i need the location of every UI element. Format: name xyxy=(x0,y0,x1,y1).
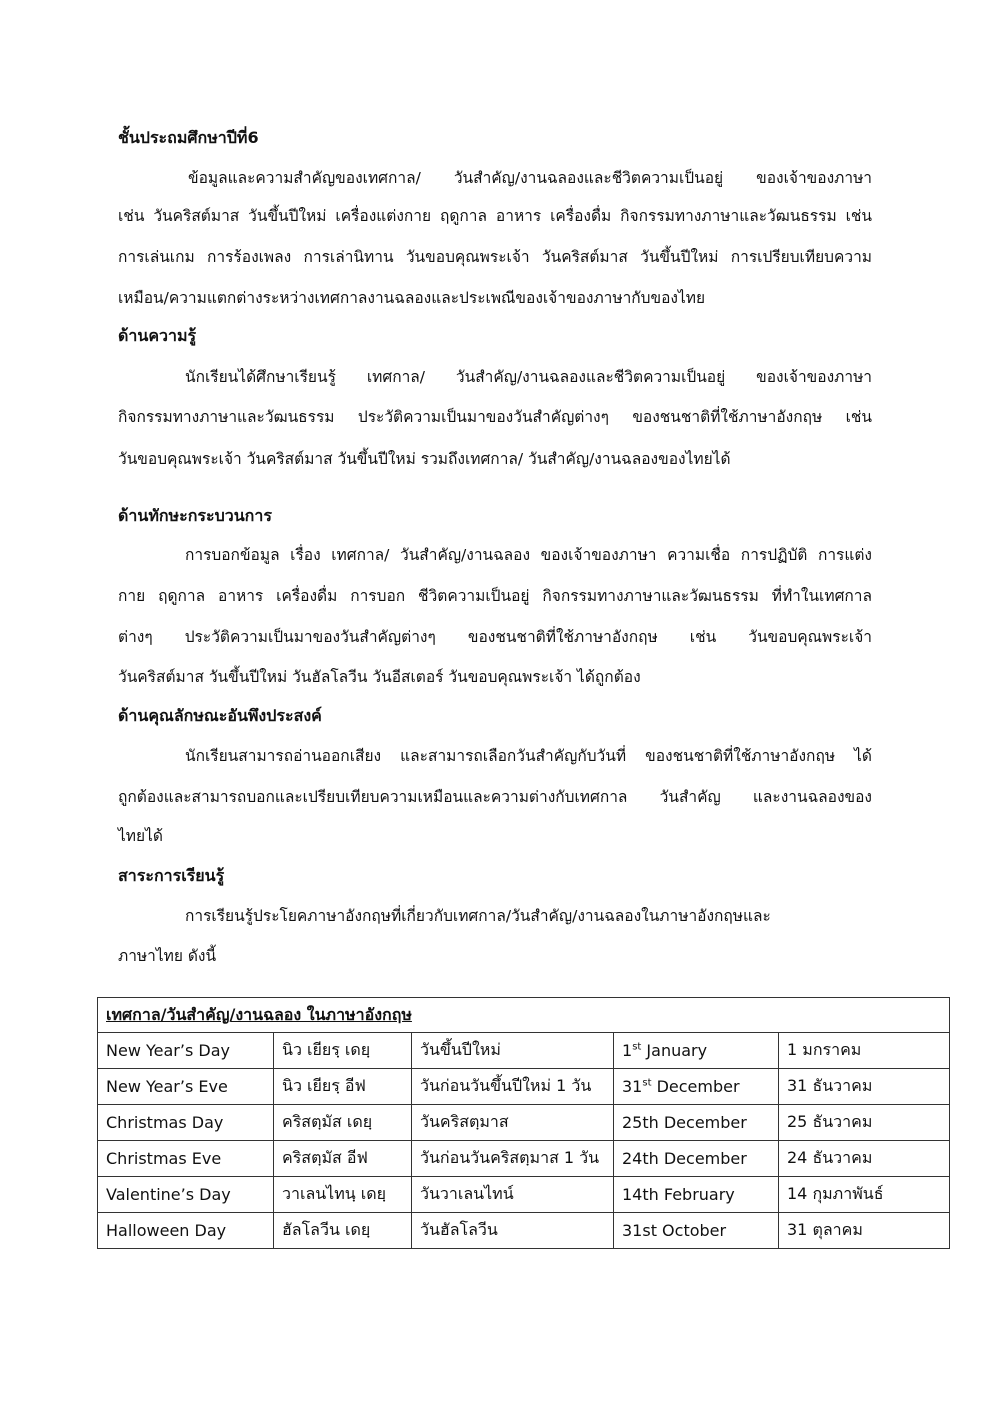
thai-name-cell: วันวาเลนไทน์ xyxy=(412,1177,614,1213)
content-line-2: ภาษาไทย ดังนี้ xyxy=(118,947,217,965)
thai-date-cell: 14 กุมภาพันธ์ xyxy=(779,1177,950,1213)
date-ordinal-suffix: st xyxy=(632,1041,642,1053)
pronunciation-cell: วาเลนไทนฺ เดยฺ xyxy=(274,1177,412,1213)
content-heading: สาระการเรียนรู้ xyxy=(118,866,225,885)
table-row xyxy=(98,1213,950,1249)
intro-line-4: เหมือน/ความแตกต่างระหว่างเทศกาลงานฉลองและประเพณีของเจ้าของภาษากับของไทย xyxy=(118,289,706,307)
date-month: December xyxy=(651,1077,740,1096)
english-date-cell xyxy=(614,1069,779,1105)
attributes-line-3: ไทยได้ xyxy=(118,827,163,845)
holiday-table xyxy=(97,997,950,1249)
knowledge-line-1: นักเรียนได้ศึกษาเรียนรู้ เทศกาล/ วันสำคัญ/งานฉลองและชีวิตความเป็นอยู่ ของเจ้าของภาษา xyxy=(185,368,872,386)
thai-date-cell: 1 มกราคม xyxy=(779,1033,950,1069)
skills-heading: ด้านทักษะกระบวนการ xyxy=(118,506,272,525)
intro-line-3: การเล่นเกม การร้องเพลง การเล่านิทาน วันขอบคุณพระเจ้า วันคริสต์มาส วันขึ้นปีใหม่ การเปรียบเทียบความ xyxy=(118,248,872,266)
pronunciation-cell: คริสตฺมัส เดยฺ xyxy=(274,1105,412,1141)
english-name-cell: Halloween Day xyxy=(98,1213,274,1249)
thai-date-cell: 31 ธันวาคม xyxy=(779,1069,950,1105)
english-date-cell: 25th December xyxy=(614,1105,779,1141)
knowledge-line-3: วันขอบคุณพระเจ้า วันคริสต์มาส วันขึ้นปีใหม่ รวมถึงเทศกาล/ วันสำคัญ/งานฉลองของไทยได้ xyxy=(118,450,731,468)
english-date-cell: 31st October xyxy=(614,1213,779,1249)
date-number: 31 xyxy=(622,1077,643,1096)
knowledge-line-2: กิจกรรมทางภาษาและวัฒนธรรม ประวัติความเป็นมาของวันสำคัญต่างๆ ของชนชาติที่ใช้ภาษาอังกฤษ เช่น xyxy=(118,408,872,426)
date-month: January xyxy=(641,1041,708,1060)
thai-name-cell: วันขึ้นปีใหม่ xyxy=(412,1033,614,1069)
thai-name-cell: วันคริสตฺมาส xyxy=(412,1105,614,1141)
thai-date-cell: 24 ธันวาคม xyxy=(779,1141,950,1177)
attributes-line-1: นักเรียนสามารถอ่านออกเสียง และสามารถเลือกวันสำคัญกับวันที่ ของชนชาติที่ใช้ภาษาอังกฤษ ได้ xyxy=(185,747,872,765)
pronunciation-cell: ฮัลโลวีน เดยฺ xyxy=(274,1213,412,1249)
skills-line-4: วันคริสต์มาส วันขึ้นปีใหม่ วันฮัลโลวีน วันอีสเตอร์ วันขอบคุณพระเจ้า ได้ถูกต้อง xyxy=(118,668,641,686)
knowledge-heading: ด้านความรู้ xyxy=(118,326,197,345)
english-name-cell: Christmas Day xyxy=(98,1105,274,1141)
attributes-line-2: ถูกต้องและสามารถบอกและเปรียบเทียบความเหมือนและความต่างกับเทศกาล วันสำคัญ และงานฉลองของ xyxy=(118,788,872,806)
table-row xyxy=(98,1033,950,1069)
thai-name-cell: วันก่อนวันขึ้นปีใหม่ 1 วัน xyxy=(412,1069,614,1105)
table-row xyxy=(98,1069,950,1105)
skills-line-2: กาย ฤดูกาล อาหาร เครื่องดื่ม การบอก ชีวิตความเป็นอยู่ กิจกรรมทางภาษาและวัฒนธรรม ที่ทำในเทศกาล xyxy=(118,587,872,605)
intro-line-1: ข้อมูลและความสำคัญของเทศกาล/ วันสำคัญ/งานฉลองและชีวิตความเป็นอยู่ ของเจ้าของภาษา xyxy=(188,169,872,187)
date-number: 1 xyxy=(622,1041,633,1060)
table-caption-row xyxy=(98,998,950,1033)
pronunciation-cell: นิว เยียรฺ อีฟ xyxy=(274,1069,412,1105)
thai-date-cell: 25 ธันวาคม xyxy=(779,1105,950,1141)
attributes-heading: ด้านคุณลักษณะอันพึงประสงค์ xyxy=(118,706,322,725)
thai-date-cell: 31 ตุลาคม xyxy=(779,1213,950,1249)
content-line-1: การเรียนรู้ประโยคภาษาอังกฤษที่เกี่ยวกับเทศกาล/วันสำคัญ/งานฉลองในภาษาอังกฤษและ xyxy=(185,907,771,925)
table-row xyxy=(98,1141,950,1177)
grade-heading: ชั้นประถมศึกษาปีที่6 xyxy=(118,128,259,147)
date-ordinal-suffix: st xyxy=(642,1077,652,1089)
table-caption: เทศกาล/วันสำคัญ/งานฉลอง ในภาษาอังกฤษ xyxy=(98,998,950,1033)
skills-line-3: ต่างๆ ประวัติความเป็นมาของวันสำคัญต่างๆ ของชนชาติที่ใช้ภาษาอังกฤษ เช่น วันขอบคุณพระเจ้า xyxy=(118,628,872,646)
table-row xyxy=(98,1177,950,1213)
english-name-cell: Christmas Eve xyxy=(98,1141,274,1177)
english-date-cell xyxy=(614,1033,779,1069)
thai-name-cell: วันก่อนวันคริสตฺมาส 1 วัน xyxy=(412,1141,614,1177)
english-name-cell: Valentine’s Day xyxy=(98,1177,274,1213)
intro-line-2: เช่น วันคริสต์มาส วันขึ้นปีใหม่ เครื่องแต่งกาย ฤดูกาล อาหาร เครื่องดื่ม กิจกรรมทางภาษาและวัฒนธรรม เช่น xyxy=(118,207,872,225)
skills-line-1: การบอกข้อมูล เรื่อง เทศกาล/ วันสำคัญ/งานฉลอง ของเจ้าของภาษา ความเชื่อ การปฏิบัติ การแต่ง xyxy=(185,546,872,564)
pronunciation-cell: คริสตฺมัส อีฟ xyxy=(274,1141,412,1177)
english-name-cell: New Year’s Day xyxy=(98,1033,274,1069)
table-row xyxy=(98,1105,950,1141)
english-date-cell: 24th December xyxy=(614,1141,779,1177)
english-name-cell: New Year’s Eve xyxy=(98,1069,274,1105)
thai-name-cell: วันฮัลโลวีน xyxy=(412,1213,614,1249)
pronunciation-cell: นิว เยียรฺ เดยฺ xyxy=(274,1033,412,1069)
english-date-cell: 14th February xyxy=(614,1177,779,1213)
